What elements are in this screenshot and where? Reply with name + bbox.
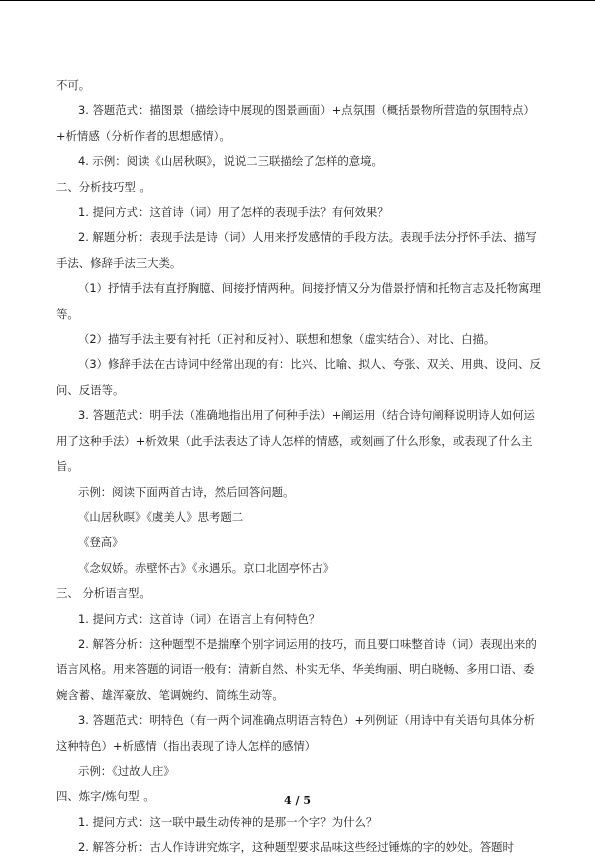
text-line: 1. 提问方式：这首诗（词）用了怎样的表现手法？有何效果？ bbox=[78, 205, 389, 220]
text-line: 3. 答题范式：明手法（准确地指出用了何种手法）+阐运用（结合诗句阐释说明诗人如何运用了这种手法）+析效果（此手法表达了诗人怎样的情感，或刻画了什么形象，或表现了什么主旨。 bbox=[56, 408, 535, 474]
text-line: 3. 答题范式：描图景（描绘诗中展现的图景画面）+点氛围（概括景物所营造的氛围特点）+析情感（分析作者的思想感情）。 bbox=[56, 103, 535, 143]
text-line: 《登高》 bbox=[78, 535, 124, 550]
text-line: 《山居秋暝》《虞美人》思考题二 bbox=[78, 509, 244, 524]
text-line: 不可。 bbox=[56, 78, 91, 92]
page-number: 4 / 5 bbox=[284, 794, 311, 807]
text-line: 2. 解题分析：表现手法是诗（词）人用来抒发感情的手段方法。表现手法分抒怀手法、描写手法、修辞手法三大类。 bbox=[56, 230, 537, 270]
text-line: 1. 提问方式：这一联中最生动传神的是那一个字？为什么？ bbox=[78, 814, 378, 829]
text-line: （2）描写手法主要有衬托（正衬和反衬）、联想和想象（虚实结合）、对比、白描。 bbox=[78, 332, 496, 347]
section-heading: 二、分析技巧型 。 bbox=[56, 179, 151, 194]
section-heading: 三、 分析语言型。 bbox=[56, 586, 151, 601]
text-line: 3. 答题范式：明特色（有一两个词准确点明语言特色）+列例证（用诗中有关语句具体分析这种特色）+析感情（指出表现了诗人怎样的感情） bbox=[56, 713, 535, 753]
text-line: （1）抒情手法有直抒胸臆、间接抒情两种。间接抒情又分为借景抒情和托物言志及托物寓理等。 bbox=[56, 281, 541, 321]
text-line: （3）修辞手法在古诗词中经常出现的有：比兴、比喻、拟人、夸张、双关、用典、设问、反问、反语等。 bbox=[56, 357, 541, 397]
text-line: 示例：阅读下面两首古诗，然后回答问题。 bbox=[78, 484, 295, 499]
text-line: 示例：《过故人庄》 bbox=[78, 763, 175, 778]
section-heading: 四、炼字/炼句型 。 bbox=[56, 789, 155, 804]
text-line: 2. 解答分析：这种题型不是揣摩个别字词运用的技巧，而且要口味整首诗（词）表现出来的语言风格。用来答题的词语一般有：清新自然、朴实无华、华美绚丽、明白晓畅、多用口语、委婉含蓄、雄浑豪放、笔调婉约、简练生动等。 bbox=[56, 636, 537, 702]
text-line: 2. 解答分析：古人作诗讲究炼字，这种题型要求品味这些经过锤炼的字的妙处。答题时 bbox=[78, 840, 514, 855]
text-line: 4. 示例：阅读《山居秋暝》，说说二三联描绘了怎样的意境。 bbox=[78, 154, 383, 169]
document-body bbox=[56, 73, 543, 861]
page-top-rule bbox=[0, 0, 595, 1]
text-line: 《念奴娇。赤壁怀古》《永遇乐。京口北固亭怀古》 bbox=[78, 560, 335, 575]
text-line: 1. 提问方式：这首诗（词）在语言上有何特色？ bbox=[78, 611, 321, 626]
